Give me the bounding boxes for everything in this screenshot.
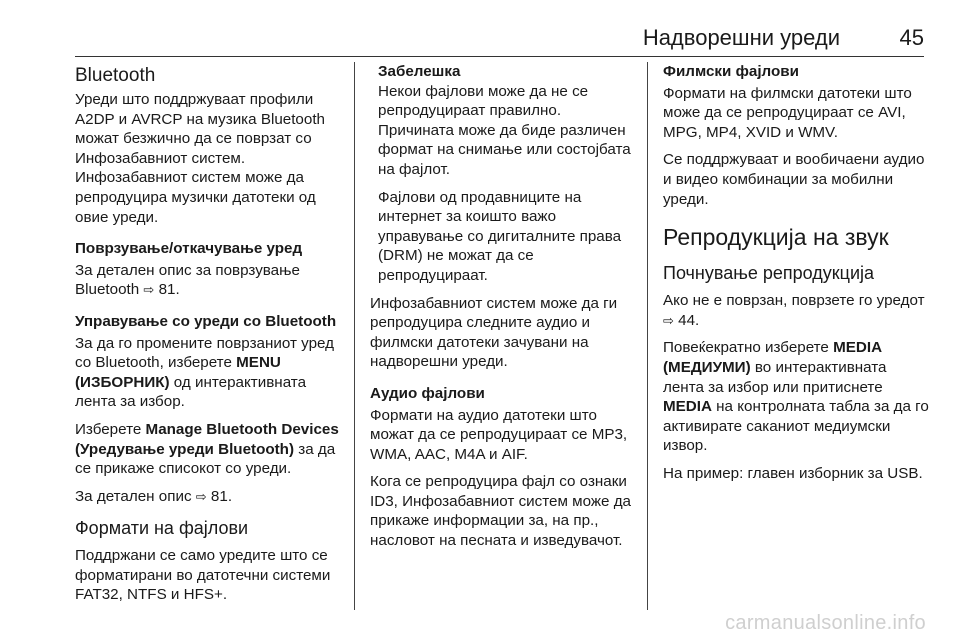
- paragraph-detail: [75, 487, 345, 507]
- heading-start-playback: Почнување репродукција: [663, 263, 875, 284]
- paragraph-combo: Се поддржуваат и вообичаени аудио и видео комбинации за мобилни уреди.: [663, 151, 925, 208]
- bluetooth-intro: Уреди што поддржуваат профили A2DP и AVRCP на музика Bluetooth можат безжично да се поврзат со Инфозабавниот систем. Инфозабавниот систем може да репродуцира музички датотеки од овие уреди.: [75, 91, 325, 226]
- paragraph-manage: [75, 334, 345, 412]
- connect-text: За детален опис за поврзување Bluetooth: [75, 261, 300, 299]
- page-ref-icon: ⇨: [663, 312, 674, 328]
- heading-file-formats: Формати на фајлови: [75, 518, 249, 539]
- column-right: [663, 62, 931, 492]
- paragraph-formats: Поддржани се само уредите што се форматирани во датотечни системи FAT32, NTFS и HFS+.: [75, 547, 331, 604]
- column-divider: [354, 62, 355, 610]
- page-ref-link[interactable]: 81.: [210, 487, 233, 505]
- page-title: Надворешни уреди: [642, 25, 840, 50]
- page-ref-link[interactable]: 44.: [678, 311, 700, 329]
- heading-audio-playback: Репродукција на звук: [663, 224, 889, 251]
- paragraph-movie: Формати на филмски датотеки што може да се репродуцираат се AVI, MPG, MP4, XVID и WMV.: [663, 84, 912, 141]
- page-ref-link[interactable]: 81.: [158, 281, 180, 299]
- heading-movie-files: Филмски фајлови: [663, 63, 799, 80]
- page-ref-icon: ⇨: [143, 282, 155, 298]
- paragraph-media: [663, 338, 931, 456]
- paragraph-connect: [75, 261, 345, 300]
- select-text-2: за да се прикаже списокот со уреди.: [75, 440, 336, 478]
- media-menu-term: MEDIA (МЕДИУМИ): [663, 339, 882, 376]
- note-box: [370, 62, 635, 286]
- column-divider: [647, 62, 648, 610]
- section-heading-bluetooth: Bluetooth: [75, 65, 156, 86]
- page-ref-icon: ⇨: [195, 488, 207, 504]
- manage-text-1: За да го промените поврзаниот уред со Bluetooth, изберете: [75, 334, 334, 372]
- heading-manage-devices: Управување со уреди со Bluetooth: [75, 312, 337, 330]
- paragraph-audio: Формати на аудио датотеки што можат да се репродуцираат се MP3, WMA, AAC, M4A и AIF.: [370, 406, 628, 463]
- detail-text: За детален опис: [75, 487, 192, 505]
- column-middle: [370, 62, 635, 559]
- heading-audio-files: Аудио фајлови: [370, 384, 485, 402]
- paragraph-select: [75, 420, 345, 479]
- page-header: [75, 24, 924, 52]
- paragraph-id3: Кога се репродуцира фајл со ознаки ID3, Инфозабавниот систем може да прикаже информации за, на пр., насловот на песната и изведувачот.: [370, 473, 631, 550]
- note-title: Забелешка: [378, 63, 461, 80]
- repeat-text-3: на контролната табла за да го активирате саканиот медиумски извор.: [663, 398, 929, 455]
- manage-bluetooth-term: Manage Bluetooth Devices (Уредување уреди Bluetooth): [75, 420, 339, 458]
- connect-text: Ако не е поврзан, поврзете го уредот: [663, 292, 925, 310]
- heading-connect-device: Поврзување/откачување уред: [75, 240, 303, 258]
- select-text-1: Изберете: [75, 420, 142, 438]
- header-rule: [75, 56, 924, 57]
- repeat-text-1: Повеќекратно изберете: [663, 339, 829, 357]
- watermark: carmanualsonline.info: [725, 612, 926, 634]
- column-left: [75, 62, 345, 613]
- paragraph-connect-device: [663, 291, 931, 330]
- paragraph-example: На пример: главен изборник за USB.: [663, 464, 923, 482]
- menu-term: MENU (ИЗБОРНИК): [75, 354, 281, 391]
- note-paragraph-2: Фајлови од продавниците на интернет за коишто важо управување со дигиталните права (DRM) не можат да се репродуцираат.: [378, 188, 622, 284]
- repeat-text-2: во интерактивната лента за избор или притиснете: [663, 358, 887, 396]
- paragraph-system: Инфозабавниот систем може да ги репродуцира следните аудио и филмски датотеки зачувани на надворешни уреди.: [370, 294, 618, 371]
- manage-text-2: од интерактивната лента за избор.: [75, 373, 307, 411]
- note-paragraph-1: Некои фајлови може да не се репродуцираат правилно. Причината може да биде различен формат на снимање или состојбата на фајлот.: [378, 82, 631, 178]
- page-number: 45: [899, 25, 924, 50]
- media-key-term: MEDIA: [663, 398, 712, 416]
